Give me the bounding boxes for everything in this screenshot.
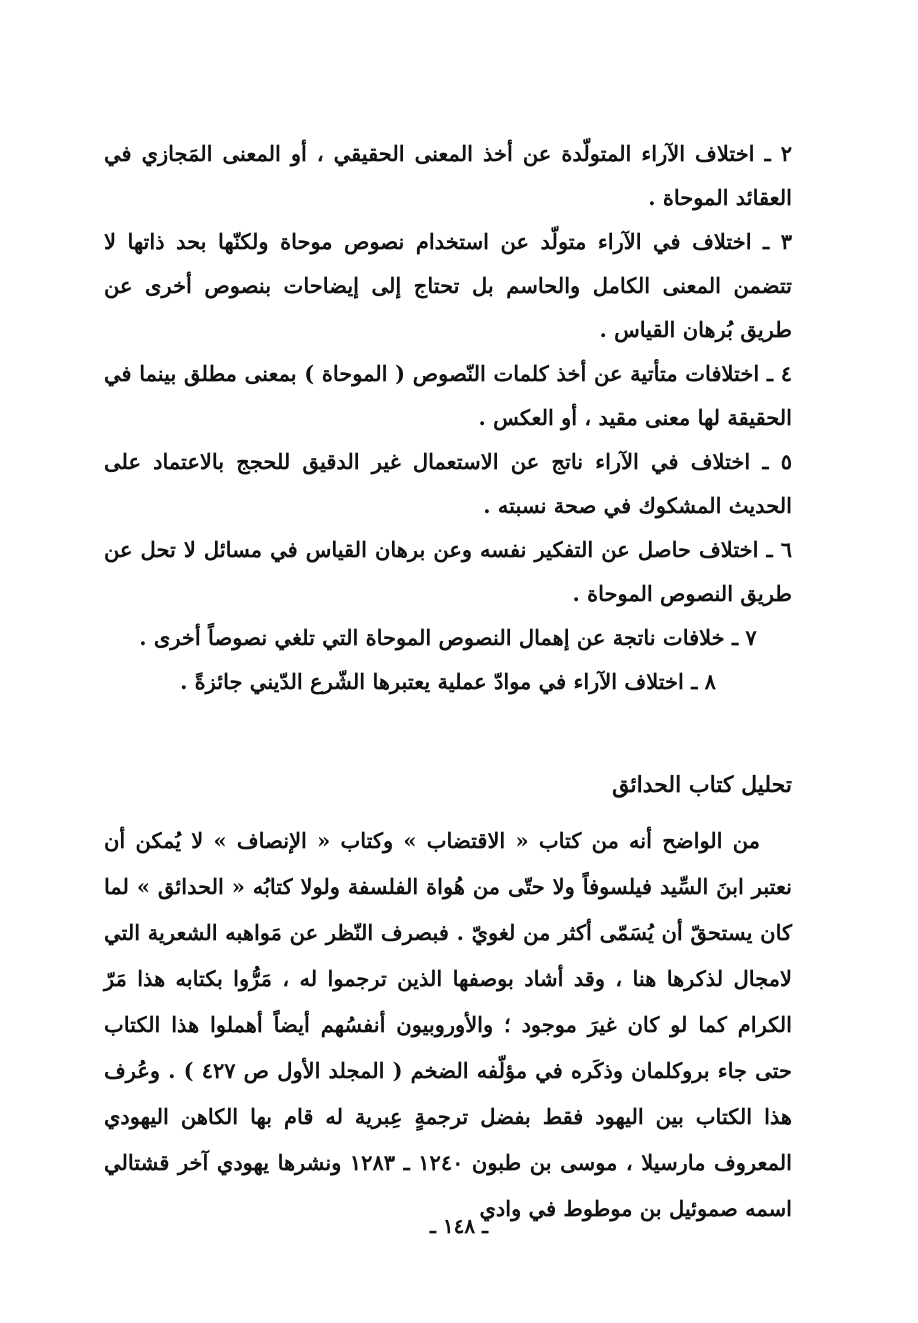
section-heading: تحليل كتاب الحدائق (612, 772, 792, 798)
list-item: ٦ ـ اختلاف حاصل عن التفكير نفسه وعن برهان القياس في مسائل لا تحل عن طريق النصوص الموحاة . (104, 537, 792, 606)
list-item: ٢ ـ اختلاف الآراء المتولّدة عن أخذ المعنى الحقيقي ، أو المعنى المَجازي في العقائد الموحاة . (104, 141, 792, 210)
list-item: ٨ ـ اختلاف الآراء في موادّ عملية يعتبرها الشّرع الدّيني جائزةً . (180, 669, 716, 694)
list-item: ٥ ـ اختلاف في الآراء ناتج عن الاستعمال غير الدقيق للحجج بالاعتماد على الحديث المشكوك في صحة نسبته . (104, 449, 792, 518)
list-item: ٤ ـ اختلافات متأتية عن أخذ كلمات النّصوص ( الموحاة ) بمعنى مطلق بينما في الحقيقة لها معنى مقيد ، أو العكس . (104, 361, 792, 430)
list-item: ٣ ـ اختلاف في الآراء متولّد عن استخدام نصوص موحاة ولكنّها بحد ذاتها لا تتضمن المعنى الكامل والحاسم بل تحتاج إلى إيضاحات بنصوص أخرى عن طريق بُرهان القياس . (104, 229, 792, 342)
section-body (104, 818, 792, 1232)
list-item: ٧ ـ خلافات ناتجة عن إهمال النصوص الموحاة التي تلغي نصوصاً أخرى . (139, 625, 757, 650)
numbered-list (104, 132, 792, 704)
body-paragraph: من الواضح أنه من كتاب « الاقتضاب » وكتاب « الإنصاف » لا يُمكن أن نعتبر ابنَ السِّيد فيلسوفاً ولا حتّى من هُواة الفلسفة ولولا كتابُه « الحدائق » لما كان يستحقّ أن يُسَمّى أكثر من لغويّ . فبصرف النّظر عن مَواهبه الشعرية التي لامجال لذكرها هنا ، وقد أشاد بوصفها الذين ترجموا له ، مَرُّوا بكتابه هذا مَرّ الكرام كما لو كان غيرَ موجود ؛ والأوروبيون أنفسُهم أيضاً أهملوا هذا الكتاب حتى جاء بروكلمان وذكَره في مؤلّفه الضخم ( المجلد الأول ص ٤٢٧ ) . وعُرف هذا الكتاب بين اليهود فقط بفضل ترجمةٍ عِبرية له قام بها الكاهن اليهودي المعروف مارسيلا ، موسى بن طبون ١٢٤٠ ـ ١٢٨٣ ونشرها يهودي آخر قشتالي اسمه صموئيل بن موطوط في وادي (104, 828, 792, 1221)
page-number: ـ ١٤٨ ـ (430, 1214, 488, 1238)
